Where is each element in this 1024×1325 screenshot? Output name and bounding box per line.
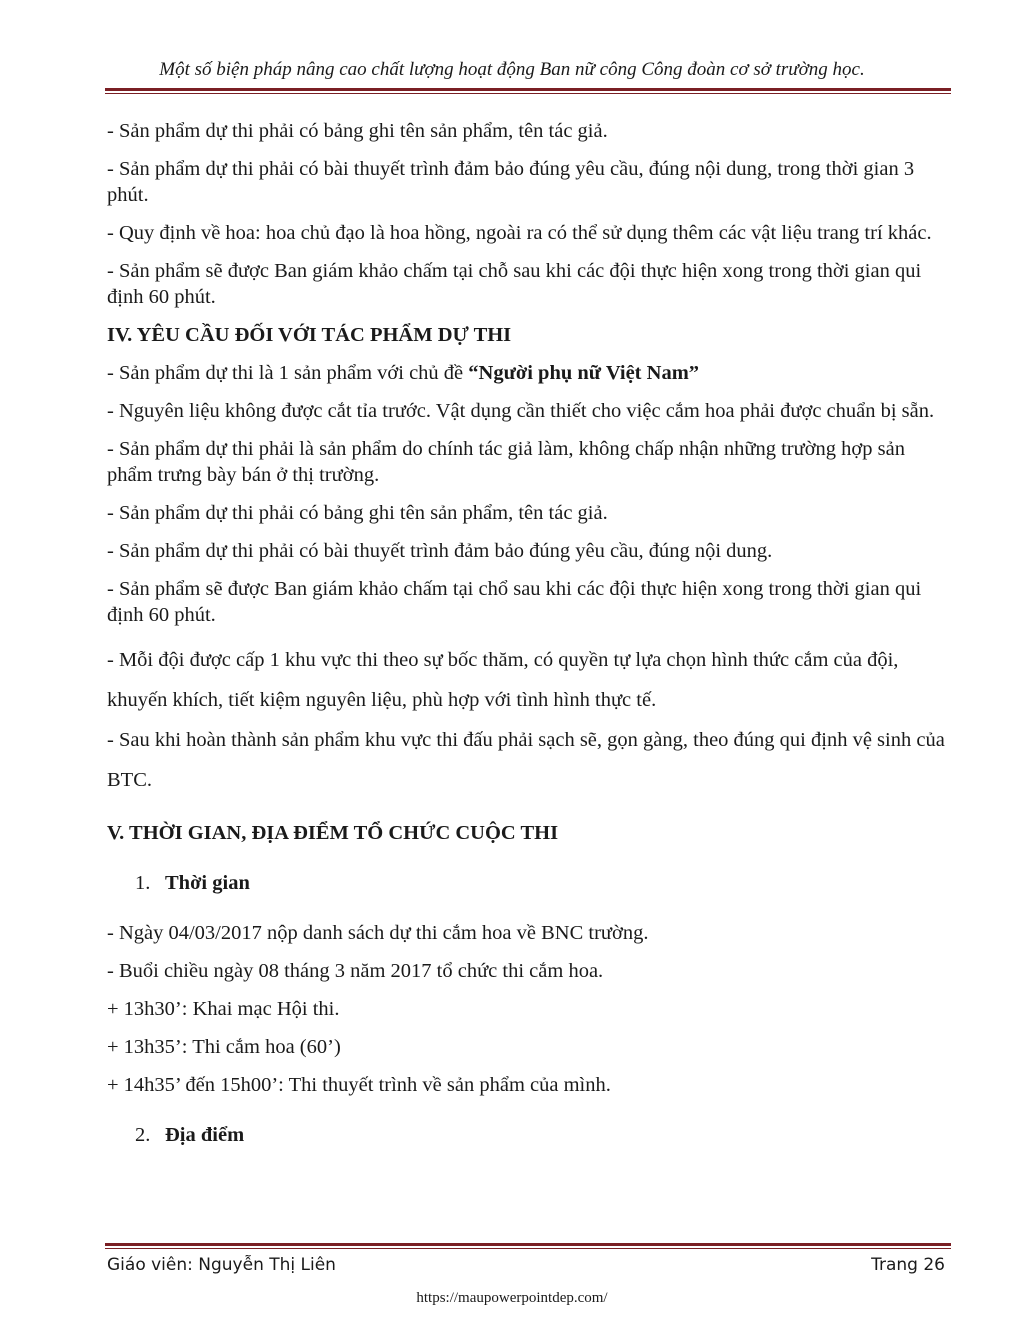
section-heading: IV. YÊU CẦU ĐỐI VỚI TÁC PHẨM DỰ THI xyxy=(107,324,512,346)
paragraph: - Sản phẩm dự thi phải có bảng ghi tên sản phẩm, tên tác giả. xyxy=(107,502,608,524)
teacher-name: Giáo viên: Nguyễn Thị Liên xyxy=(107,1255,336,1275)
theme-title: “Người phụ nữ Việt Nam” xyxy=(468,362,700,384)
subsection-title xyxy=(135,870,949,896)
paragraph xyxy=(107,360,949,386)
paragraph: - Sản phẩm dự thi phải có bài thuyết trình đảm bảo đúng yêu cầu, đúng nội dung. xyxy=(107,540,773,562)
subsection-label: Địa điểm xyxy=(165,1124,245,1146)
paragraph: - Quy định về hoa: hoa chủ đạo là hoa hồng, ngoài ra có thể sử dụng thêm các vật liệu trang trí khác. xyxy=(107,222,932,244)
subsection-title xyxy=(135,1122,949,1148)
footer-rule xyxy=(105,1243,951,1249)
paragraph: - Sản phẩm dự thi phải có bảng ghi tên sản phẩm, tên tác giả. xyxy=(107,120,608,142)
page-header: Một số biện pháp nâng cao chất lượng hoạt động Ban nữ công Công đoàn cơ sở trường học. xyxy=(159,59,865,80)
document-body xyxy=(107,118,949,1172)
paragraph: - Sản phẩm sẽ được Ban giám khảo chấm tại chỗ sau khi các đội thực hiện xong trong thời gian qui định 60 phút. xyxy=(107,260,922,308)
theme-prefix: - Sản phẩm dự thi là 1 sản phẩm với chủ đề xyxy=(107,362,469,384)
source-url: https://maupowerpointdep.com/ xyxy=(416,1290,608,1306)
page-number: Trang 26 xyxy=(871,1255,945,1275)
subsection-label: Thời gian xyxy=(165,872,250,894)
paragraph: + 13h30’: Khai mạc Hội thi. xyxy=(107,998,340,1020)
header-rule xyxy=(105,88,951,94)
paragraph: - Sản phẩm dự thi phải có bài thuyết trình đảm bảo đúng yêu cầu, đúng nội dung, trong thời gian 3 phút. xyxy=(107,158,915,206)
paragraph: + 13h35’: Thi cắm hoa (60’) xyxy=(107,1036,341,1058)
paragraph: - Sản phẩm dự thi phải là sản phẩm do chính tác giả làm, không chấp nhận những trường hợp sản phẩm trưng bày bán ở thị trường. xyxy=(107,438,905,486)
paragraph: - Buổi chiều ngày 08 tháng 3 năm 2017 tổ chức thi cắm hoa. xyxy=(107,960,604,982)
paragraph: - Ngày 04/03/2017 nộp danh sách dự thi cắm hoa về BNC trường. xyxy=(107,922,649,944)
paragraph: + 14h35’ đến 15h00’: Thi thuyết trình về sản phẩm của mình. xyxy=(107,1074,611,1096)
page-footer xyxy=(107,1255,945,1275)
paragraph: - Mỗi đội được cấp 1 khu vực thi theo sự bốc thăm, có quyền tự lựa chọn hình thức cắm của đội, khuyến khích, tiết kiệm nguyên liệu, phù hợp với tình hình thực tế. xyxy=(107,649,899,711)
paragraph: - Sau khi hoàn thành sản phẩm khu vực thi đấu phải sạch sẽ, gọn gàng, theo đúng qui định vệ sinh của BTC. xyxy=(107,729,945,791)
paragraph: - Nguyên liệu không được cắt tỉa trước. Vật dụng cần thiết cho việc cắm hoa phải được chuẩn bị sẵn. xyxy=(107,400,935,422)
subsection-number: 2. xyxy=(135,1124,151,1146)
subsection-number: 1. xyxy=(135,872,151,894)
section-heading: V. THỜI GIAN, ĐỊA ĐIỂM TỔ CHỨC CUỘC THI xyxy=(107,822,559,844)
paragraph: - Sản phẩm sẽ được Ban giám khảo chấm tại chổ sau khi các đội thực hiện xong trong thời gian qui định 60 phút. xyxy=(107,578,922,626)
